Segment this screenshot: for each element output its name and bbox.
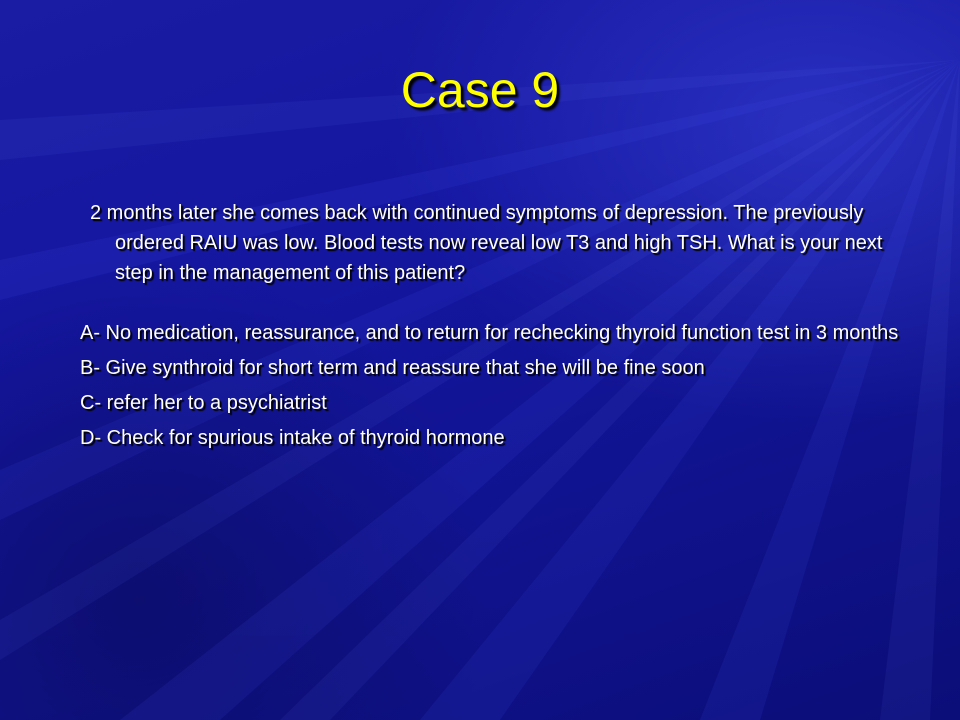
question-text	[66, 198, 906, 288]
option-d: D- Check for spurious intake of thyroid hormone	[80, 427, 505, 449]
option-a: A- No medication, reassurance, and to return for rechecking thyroid function test in 3 months	[80, 322, 899, 344]
option-b: B- Give synthroid for short term and reassure that she will be fine soon	[80, 357, 705, 379]
slide-title: Case 9	[400, 62, 560, 118]
slide-body	[66, 198, 906, 458]
option-c: C- refer her to a psychiatrist	[80, 392, 327, 414]
question-line: 2 months later she comes back with continued symptoms of depression. The previously ordered RAIU was low. Blood tests now reveal low T3 and high TSH. What is your next step in the management of this patient?	[90, 202, 883, 284]
